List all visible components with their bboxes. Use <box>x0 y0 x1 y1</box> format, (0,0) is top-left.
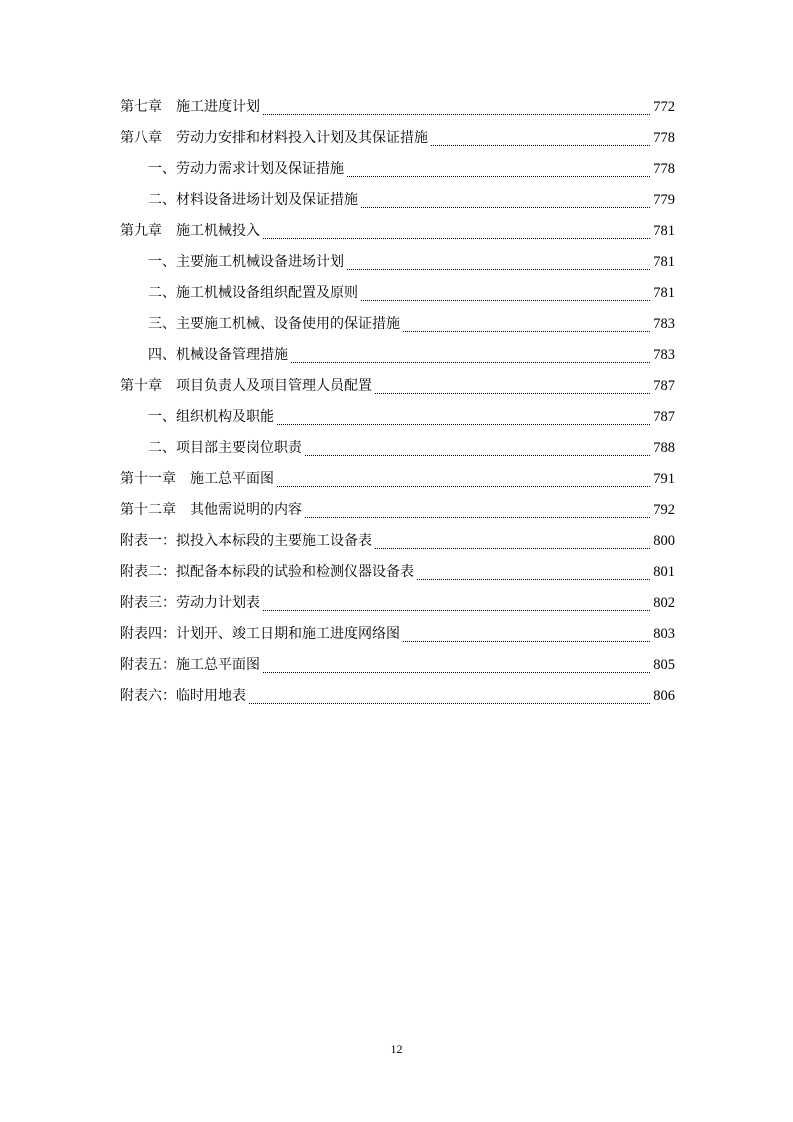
toc-entry[interactable] <box>120 402 675 433</box>
toc-entry-page: 781 <box>653 254 675 270</box>
toc-entry-page: 779 <box>653 192 675 208</box>
toc-leader-dots <box>263 671 650 673</box>
toc-entry-title: 第十二章 其他需说明的内容 <box>120 502 302 518</box>
toc-entry[interactable] <box>120 619 675 650</box>
toc-entry-title: 第十章 项目负责人及项目管理人员配置 <box>120 378 372 394</box>
toc-leader-dots <box>403 330 650 332</box>
toc-entry[interactable] <box>120 278 675 309</box>
toc-entry-title: 二、施工机械设备组织配置及原则 <box>148 285 358 301</box>
toc-entry-page: 800 <box>653 533 675 549</box>
toc-entry[interactable] <box>120 681 675 712</box>
toc-leader-dots <box>375 547 650 549</box>
toc-entry-title: 四、机械设备管理措施 <box>148 347 288 363</box>
toc-entry-title: 一、劳动力需求计划及保证措施 <box>148 161 344 177</box>
toc-entry[interactable] <box>120 309 675 340</box>
toc-entry-page: 788 <box>653 440 675 456</box>
toc-entry[interactable] <box>120 340 675 371</box>
toc-entry-page: 806 <box>653 688 675 704</box>
toc-entry-title: 附表四：计划开、竣工日期和施工进度网络图 <box>120 626 400 642</box>
toc-leader-dots <box>249 702 650 704</box>
toc-entry-title: 三、主要施工机械、设备使用的保证措施 <box>148 316 400 332</box>
toc-entry-title: 二、材料设备进场计划及保证措施 <box>148 192 358 208</box>
toc-leader-dots <box>305 516 650 518</box>
toc-entry-page: 787 <box>653 409 675 425</box>
toc-entry[interactable] <box>120 526 675 557</box>
toc-entry[interactable] <box>120 433 675 464</box>
toc-entry-page: 781 <box>653 285 675 301</box>
toc-entry-title: 附表一：拟投入本标段的主要施工设备表 <box>120 533 372 549</box>
toc-entry[interactable] <box>120 123 675 154</box>
toc-entry[interactable] <box>120 247 675 278</box>
toc-entry[interactable] <box>120 650 675 681</box>
toc-entry-title: 二、项目部主要岗位职责 <box>148 440 302 456</box>
toc-entry-page: 802 <box>653 595 675 611</box>
toc-leader-dots <box>263 609 650 611</box>
toc-entry-title: 附表三：劳动力计划表 <box>120 595 260 611</box>
toc-entry-page: 781 <box>653 223 675 239</box>
toc-entry[interactable] <box>120 216 675 247</box>
table-of-contents <box>120 92 675 712</box>
toc-entry[interactable] <box>120 92 675 123</box>
toc-leader-dots <box>291 361 650 363</box>
toc-entry-title: 一、组织机构及职能 <box>148 409 274 425</box>
toc-leader-dots <box>403 640 650 642</box>
toc-leader-dots <box>305 454 650 456</box>
toc-entry-title: 附表五：施工总平面图 <box>120 657 260 673</box>
toc-entry[interactable] <box>120 495 675 526</box>
toc-leader-dots <box>417 578 650 580</box>
toc-leader-dots <box>263 237 650 239</box>
toc-entry[interactable] <box>120 185 675 216</box>
toc-entry-page: 792 <box>653 502 675 518</box>
toc-entry[interactable] <box>120 557 675 588</box>
toc-leader-dots <box>263 113 650 115</box>
toc-entry-page: 778 <box>653 130 675 146</box>
toc-entry-title: 附表二：拟配备本标段的试验和检测仪器设备表 <box>120 564 414 580</box>
toc-entry[interactable] <box>120 588 675 619</box>
page-number: 12 <box>390 1042 403 1056</box>
toc-entry-title: 附表六：临时用地表 <box>120 688 246 704</box>
toc-leader-dots <box>277 423 650 425</box>
toc-entry-page: 783 <box>653 316 675 332</box>
toc-entry-title: 第八章 劳动力安排和材料投入计划及其保证措施 <box>120 130 428 146</box>
toc-leader-dots <box>361 206 650 208</box>
toc-leader-dots <box>431 144 650 146</box>
toc-entry-page: 783 <box>653 347 675 363</box>
toc-leader-dots <box>277 485 650 487</box>
toc-leader-dots <box>347 175 650 177</box>
toc-leader-dots <box>347 268 650 270</box>
toc-entry-page: 803 <box>653 626 675 642</box>
toc-entry[interactable] <box>120 371 675 402</box>
toc-entry-title: 第十一章 施工总平面图 <box>120 471 274 487</box>
toc-entry-title: 第九章 施工机械投入 <box>120 223 260 239</box>
toc-entry-title: 第七章 施工进度计划 <box>120 99 260 115</box>
toc-leader-dots <box>361 299 650 301</box>
toc-entry-title: 一、主要施工机械设备进场计划 <box>148 254 344 270</box>
toc-entry-page: 787 <box>653 378 675 394</box>
toc-entry[interactable] <box>120 154 675 185</box>
toc-entry-page: 772 <box>653 99 675 115</box>
toc-entry-page: 791 <box>653 471 675 487</box>
toc-entry[interactable] <box>120 464 675 495</box>
toc-leader-dots <box>375 392 650 394</box>
toc-entry-page: 801 <box>653 564 675 580</box>
toc-entry-page: 805 <box>653 657 675 673</box>
toc-entry-page: 778 <box>653 161 675 177</box>
